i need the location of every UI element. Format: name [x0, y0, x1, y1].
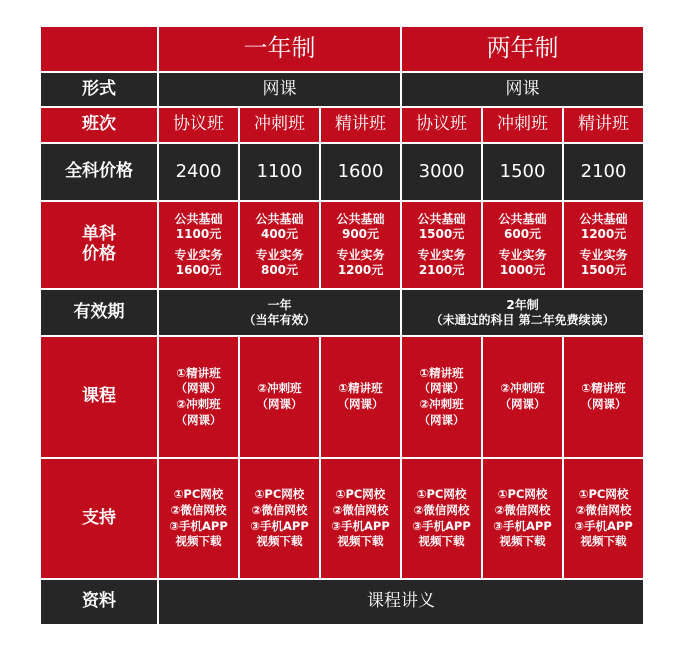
professional-price: 1000元 [499, 263, 546, 277]
support-wechat-line: ②微信网校 [575, 502, 632, 517]
public-basis-price: 1200元 [580, 227, 627, 241]
support-download-line: 视频下载 [337, 534, 384, 549]
professional-price: 1200元 [337, 263, 384, 277]
support-wechat-line: ②微信网校 [332, 502, 389, 517]
course-line: ①精讲班 [176, 365, 221, 380]
support-app-line: ③手机APP [331, 518, 390, 533]
material-label: 资料 [40, 579, 158, 625]
support-pc-line: ①PC网校 [497, 487, 548, 502]
support-label: 支持 [40, 458, 158, 579]
support-pc-line: ①PC网校 [578, 487, 629, 502]
support-wechat-line: ②微信网校 [413, 502, 470, 517]
course-cell [563, 336, 644, 458]
public-basis-label: 公共基础 [255, 212, 304, 226]
pricing-table-wrapper [39, 25, 643, 626]
support-cell [239, 458, 320, 579]
public-basis-label: 公共基础 [579, 212, 628, 226]
public-basis-label: 公共基础 [336, 212, 385, 226]
material-row [40, 579, 644, 625]
public-basis-price: 1500元 [418, 227, 465, 241]
professional-label: 专业实务 [417, 248, 466, 262]
professional-label: 专业实务 [498, 248, 547, 262]
public-basis-label: 公共基础 [174, 212, 223, 226]
class-cell: 冲刺班 [482, 107, 563, 143]
single-price-row [40, 201, 644, 289]
course-cell [239, 336, 320, 458]
course-label: 课程 [40, 336, 158, 458]
course-line: （网课） [256, 397, 303, 411]
support-pc-line: ①PC网校 [254, 487, 305, 502]
course-cell [482, 336, 563, 458]
course-line: ①精讲班 [338, 381, 383, 396]
public-basis-price: 1100元 [175, 227, 222, 241]
single-price-cell [239, 201, 320, 289]
support-download-line: 视频下载 [580, 534, 627, 549]
class-cell: 协议班 [158, 107, 239, 143]
validity-label: 有效期 [40, 289, 158, 336]
validity-row [40, 289, 644, 336]
course-cell [320, 336, 401, 458]
class-cell: 冲刺班 [239, 107, 320, 143]
header-two-year: 两年制 [401, 26, 644, 72]
full-price-cell: 2400 [158, 143, 239, 201]
single-price-label-line2: 价格 [82, 244, 116, 264]
course-line: （网课） [175, 381, 222, 396]
professional-label: 专业实务 [579, 248, 628, 262]
support-app-line: ③手机APP [169, 518, 228, 533]
support-pc-line: ①PC网校 [335, 487, 386, 502]
validity-two-year [401, 289, 644, 336]
header-row [40, 26, 644, 72]
full-price-cell: 1600 [320, 143, 401, 201]
professional-label: 专业实务 [174, 248, 223, 262]
support-app-line: ③手机APP [250, 518, 309, 533]
support-app-line: ③手机APP [493, 518, 552, 533]
single-price-cell [158, 201, 239, 289]
course-line: （网课） [499, 397, 546, 411]
public-basis-label: 公共基础 [498, 212, 547, 226]
single-price-cell [482, 201, 563, 289]
support-cell [158, 458, 239, 579]
support-cell [320, 458, 401, 579]
full-price-cell: 1500 [482, 143, 563, 201]
course-line: （网课） [175, 412, 222, 427]
form-one-year: 网课 [158, 72, 401, 107]
form-two-year: 网课 [401, 72, 644, 107]
public-basis-price: 600元 [504, 227, 542, 241]
class-label: 班次 [40, 107, 158, 143]
professional-price: 2100元 [418, 263, 465, 277]
support-download-line: 视频下载 [499, 534, 546, 549]
full-price-cell: 2100 [563, 143, 644, 201]
course-line: （网课） [418, 412, 465, 427]
form-row [40, 72, 644, 107]
support-app-line: ③手机APP [574, 518, 633, 533]
header-one-year: 一年制 [158, 26, 401, 72]
single-price-cell [320, 201, 401, 289]
public-basis-price: 900元 [341, 227, 380, 241]
full-price-cell: 1100 [239, 143, 320, 201]
single-price-cell [401, 201, 482, 289]
course-line: ①精讲班 [581, 381, 626, 396]
validity-one-year-line1: 一年 [267, 297, 292, 312]
validity-one-year-line2: （当年有效） [243, 312, 316, 327]
course-line: ②冲刺班 [257, 381, 302, 396]
validity-one-year [158, 289, 401, 336]
course-line: ②冲刺班 [419, 397, 464, 411]
course-line: ②冲刺班 [176, 397, 221, 411]
support-app-line: ③手机APP [412, 518, 471, 533]
class-cell: 精讲班 [320, 107, 401, 143]
course-line: （网课） [337, 397, 384, 411]
full-price-label: 全科价格 [40, 143, 158, 201]
full-price-cell: 3000 [401, 143, 482, 201]
material-value: 课程讲义 [158, 579, 644, 625]
support-download-line: 视频下载 [175, 534, 222, 549]
single-price-cell [563, 201, 644, 289]
support-wechat-line: ②微信网校 [170, 502, 227, 517]
course-row [40, 336, 644, 458]
course-cell [158, 336, 239, 458]
course-line: （网课） [418, 381, 465, 396]
class-row [40, 107, 644, 143]
single-price-label-line1: 单科 [82, 224, 116, 245]
professional-price: 1500元 [580, 263, 627, 277]
validity-two-year-line1: 2年制 [506, 297, 539, 312]
professional-label: 专业实务 [336, 248, 385, 262]
support-pc-line: ①PC网校 [416, 487, 467, 502]
professional-price: 800元 [260, 263, 299, 277]
support-cell [482, 458, 563, 579]
single-price-label [40, 201, 158, 289]
professional-label: 专业实务 [255, 248, 304, 262]
support-cell [563, 458, 644, 579]
full-price-row [40, 143, 644, 201]
support-wechat-line: ②微信网校 [494, 502, 551, 517]
public-basis-price: 400元 [260, 227, 299, 241]
course-line: ②冲刺班 [500, 381, 545, 396]
professional-price: 1600元 [175, 263, 222, 277]
course-line: ①精讲班 [419, 365, 464, 380]
support-download-line: 视频下载 [256, 534, 303, 549]
course-line: （网课） [580, 397, 627, 411]
course-cell [401, 336, 482, 458]
class-cell: 协议班 [401, 107, 482, 143]
support-row [40, 458, 644, 579]
public-basis-label: 公共基础 [417, 212, 466, 226]
corner-cell [40, 26, 158, 72]
pricing-table [39, 25, 645, 626]
form-label: 形式 [40, 72, 158, 107]
class-cell: 精讲班 [563, 107, 644, 143]
support-pc-line: ①PC网校 [173, 487, 224, 502]
validity-two-year-line2: （未通过的科目 第二年免费续读） [430, 312, 615, 327]
support-cell [401, 458, 482, 579]
support-download-line: 视频下载 [418, 534, 465, 549]
support-wechat-line: ②微信网校 [251, 502, 308, 517]
